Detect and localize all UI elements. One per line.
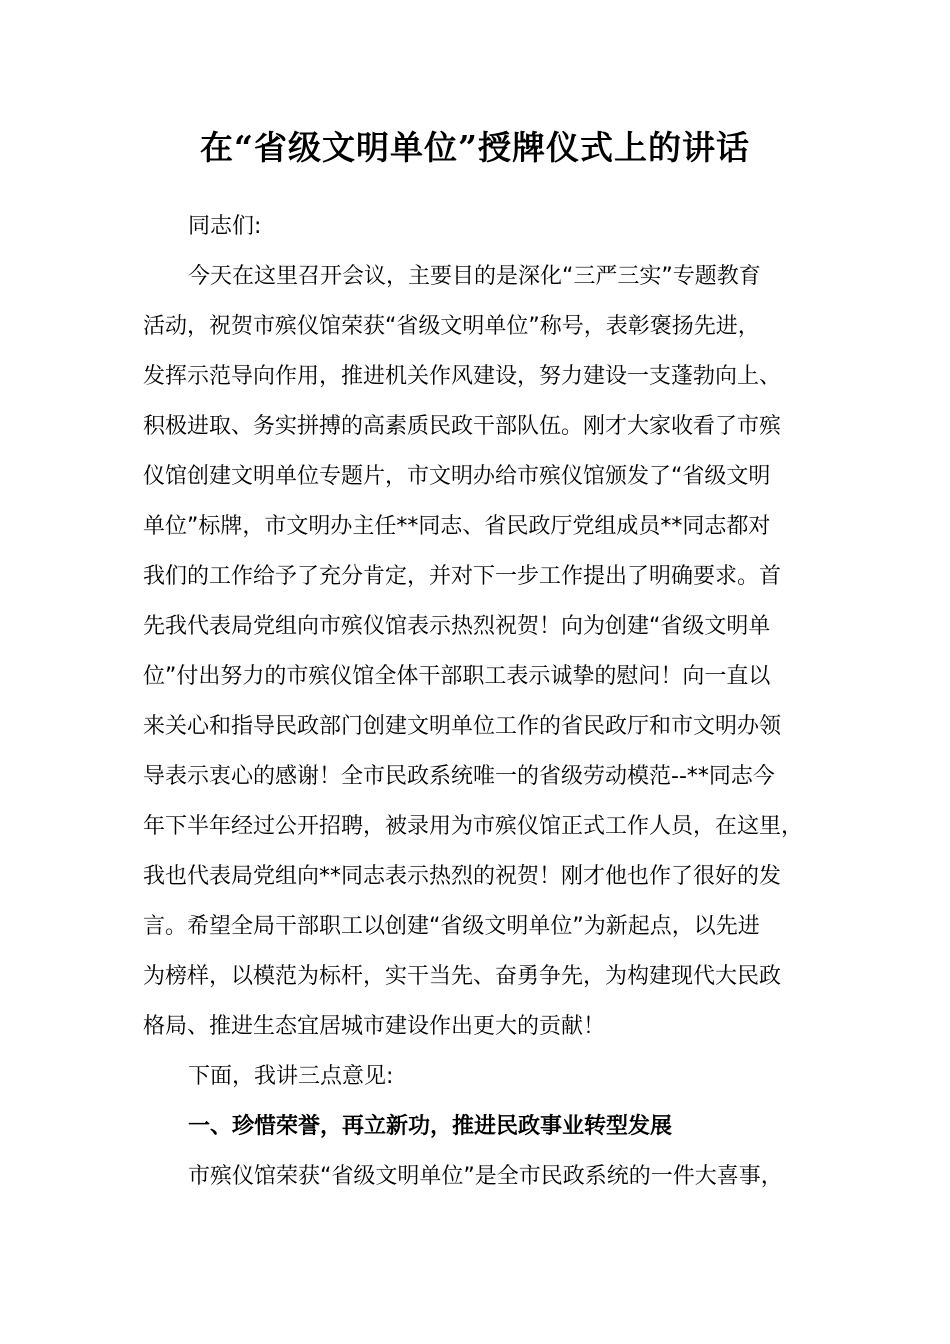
- paragraph-line: 位”付出努力的市殡仪馆全体干部职工表示诚挚的慰问！向一直以: [143, 664, 771, 689]
- paragraph-line: 发挥示范导向作用，推进机关作风建设，努力建设一支蓬勃向上、: [143, 364, 782, 389]
- intro-points: 下面，我讲三点意见:: [188, 1064, 394, 1089]
- paragraph-line: 我也代表局党组向**同志表示热烈的祝贺！刚才他也作了很好的发: [143, 864, 782, 889]
- paragraph-1: [143, 252, 823, 1052]
- paragraph-line: 单位”标牌，市文明办主任**同志、省民政厅党组成员**同志都对: [143, 514, 771, 539]
- salutation: 同志们:: [188, 214, 262, 239]
- section-heading: 一、珍惜荣誉，再立新功，推进民政事业转型发展: [188, 1114, 673, 1139]
- document-title: 在“省级文明单位”授牌仪式上的讲话: [200, 128, 750, 167]
- paragraph-line: 先我代表局党组向市殡仪馆表示热烈祝贺！向为创建“省级文明单: [143, 614, 771, 639]
- paragraph-line: 年下半年经过公开招聘，被录用为市殡仪馆正式工作人员，在这里，: [143, 814, 804, 839]
- paragraph-line: 为榜样，以模范为标杆，实干当先、奋勇争先，为构建现代大民政: [143, 964, 782, 989]
- paragraph-line: 来关心和指导民政部门创建文明单位工作的省民政厅和市文明办领: [143, 714, 782, 739]
- paragraph-line: 导表示衷心的感谢！全市民政系统唯一的省级劳动模范--**同志今: [143, 764, 775, 789]
- paragraph-line: 格局、推进生态宜居城市建设作出更大的贡献！: [143, 1014, 606, 1039]
- paragraph-line: 积极进取、务实拼搏的高素质民政干部队伍。刚才大家收看了市殡: [143, 414, 782, 439]
- paragraph-line: 活动，祝贺市殡仪馆荣获“省级文明单位”称号，表彰褒扬先进，: [143, 314, 760, 339]
- paragraph-line: 市殡仪馆荣获“省级文明单位”是全市民政系统的一件大喜事，: [188, 1164, 783, 1189]
- paragraph-line: 今天在这里召开会议，主要目的是深化“三严三实”专题教育: [188, 264, 761, 289]
- paragraph-line: 我们的工作给予了充分肯定，并对下一步工作提出了明确要求。首: [143, 564, 782, 589]
- paragraph-line: 言。希望全局干部职工以创建“省级文明单位”为新起点，以先进: [143, 914, 760, 939]
- paragraph-line: 仪馆创建文明单位专题片，市文明办给市殡仪馆颁发了“省级文明: [143, 464, 771, 489]
- document-body: [143, 202, 823, 1202]
- paragraph-2: [143, 1152, 823, 1202]
